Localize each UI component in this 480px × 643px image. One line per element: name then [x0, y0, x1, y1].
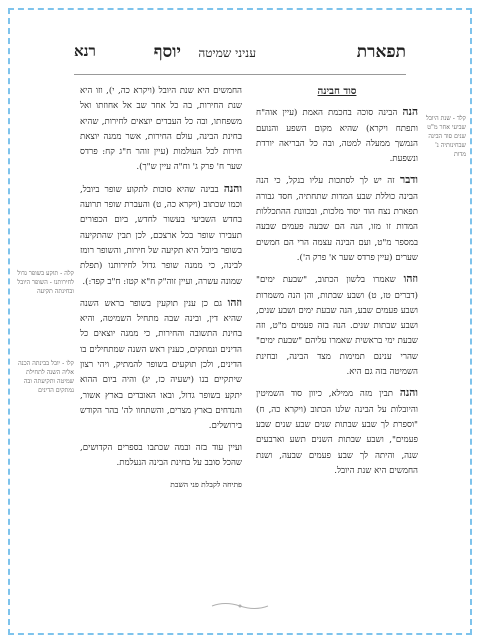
closing-line: פתיחה לקבלת פני השבת: [170, 480, 242, 490]
paragraph-lead: והנה: [223, 182, 243, 195]
right-column: [256, 84, 418, 485]
paragraph-text: שאמרו בלשון הכתוב, "שבעת ימים" (דברים טז, ט) ושבע שבתות, והן הנה משמרות ושבע פעמים שבע, הנה שבעת ימים ושבע שנים, ושבע שבתות שנים. הנה בזה פעמים מ"ט, וזה שבעת ימי בראשית שאמרו עליהם "שבעת ימים" שהרי ענינם תמימות מצד הבינה, ובחינת השמיטה בזה גם היא.: [256, 275, 418, 378]
paragraph: [80, 296, 242, 435]
paragraph: [256, 173, 418, 266]
paragraph-lead: והנה: [399, 387, 418, 400]
paragraph: [80, 84, 242, 176]
margin-note: קלה - תוקע בשופר גדול לחירותנו - השופר היובל ובחינתה תקיעה: [17, 270, 74, 295]
paragraph-text: בבינה שהיא סוכות לתקוע שופר ביובל, וכמו שכתוב (ויקרא כה, ט) והעברת שופר תרועה בחדש השביעי בעשור לחדש, ביום הכפורים תעבירו שופר בכל ארצכם, לכן תבין שהתקיעה בשופר ביובל היא תקיעה של חירות, והשופר רומז לבינה, כי ממנה שופר גדול לחירותנו (תפלת שמונה עשרה, ועיין זוה"ק ח"א קטז: ח"ב קפד:).: [80, 184, 242, 287]
left-column: [80, 84, 242, 498]
paragraph-lead: הנה: [402, 106, 418, 119]
paragraph-lead: וזהו: [227, 296, 242, 309]
page-ornament: [210, 601, 270, 611]
paragraph-text: ועיין עוד בזה ובמה שכתבו בספרים הקדושים, שהכל סובב על בחינת הבינה הנעלמת.: [80, 442, 242, 468]
paragraph-text: הבינה סוכה בחכמת האמת (עיין אוה"ח ותפתח ויקרא) שהיא מקום השפע והנועם הנמשך ממעלה למטה, ובה כל הבריאה יורדת ונשפעת.: [256, 108, 418, 165]
page-header: [74, 42, 406, 72]
margin-note: קלד - שנת היובל שביעי אחר מ"ט שנים סוד הבינה שבחינותיה נ' מדות: [426, 115, 466, 158]
running-name: יוסף: [153, 42, 181, 62]
paragraph: [80, 441, 242, 472]
paragraph: [80, 182, 242, 290]
book-page: [14, 14, 466, 629]
margin-note: קלו - יובל בבינתה הכנה אליה השנה לתחילת שמיטה ותקיעתה ובה נמתקים הדינים: [18, 360, 74, 394]
paragraph: [256, 105, 418, 167]
paragraph-lead: וזהו: [403, 273, 418, 286]
section-title: סוד חבינה: [317, 86, 357, 97]
page-number: רנא: [74, 42, 96, 60]
paragraph-lead: ודבר: [400, 174, 418, 187]
header-rule: [74, 74, 406, 75]
paragraph: [256, 272, 418, 380]
paragraph-text: גם כן ענין תוקעין בשופר בראש השנה שהיא דין, ובינה שבה מתחיל השמיטה, והיא בחינת התשובה והחירות, כי ממנה יוצאים כל הדינים ונמתקים, כענין ראש השנה שמתחילים בו הדינים, ולכן תוקעים בשופר להמתיק, ויהי רצון שיתקיים בנו (ישעיה כז, יג) והיה ביום ההוא יתקע בשופר גדול, ובאו האובדים בארץ אשור, והנדחים בארץ מצרים, והשתחוו לה' בהר הקודש בירושלים.: [80, 298, 242, 432]
paragraph-text: תבין מזה ממילא, כיוון סוד השמיטין והיובלות על הבינה שלנו הכתוב (ויקרא כה, ח) "וספרת לך שבע שבתות שנים שבע שנים שבע פעמים", ושבע שבתות השנים תשע וארבעים שנה, והיתה לך שבע פעמים שבעה, ושנת החמשים היא שנת היובל.: [256, 389, 418, 476]
running-subtitle: עניני שמיטה: [198, 46, 256, 60]
running-title: תפארת: [356, 42, 406, 62]
paragraph: [256, 386, 418, 479]
paragraph-text: החמשים היא שנת היובל (ויקרא כה, י), וזו היא שנת החירות, בה כל אחד שב אל אחוזתו ואל משפחתו, ובה כל העבדים יוצאים לחירות, שהיא בחינת הבינה, עולם החירות, אשר ממנה יוצאת חירות לכל העולמות (עיין זוהר ח"ג קח: פרדס שער ח' פרק ג' וח"ה עיין ש"ך).: [80, 86, 242, 173]
paragraph-text: זה יש לך לסתכות עליו בנקל, כי הנה הבינה כוללת שבע המדות שתחתיה, חסד גבורה תפארת נצח הוד יסוד מלכות, ובכוונת ההתכללות המדות זו מזו, הנה הם שבעה פעמים שבעה במספר מ"ט, ועם הבינה עצמה הרי הם חמשים שערים (עיין פרדס שער א' פרק ה').: [256, 176, 418, 263]
